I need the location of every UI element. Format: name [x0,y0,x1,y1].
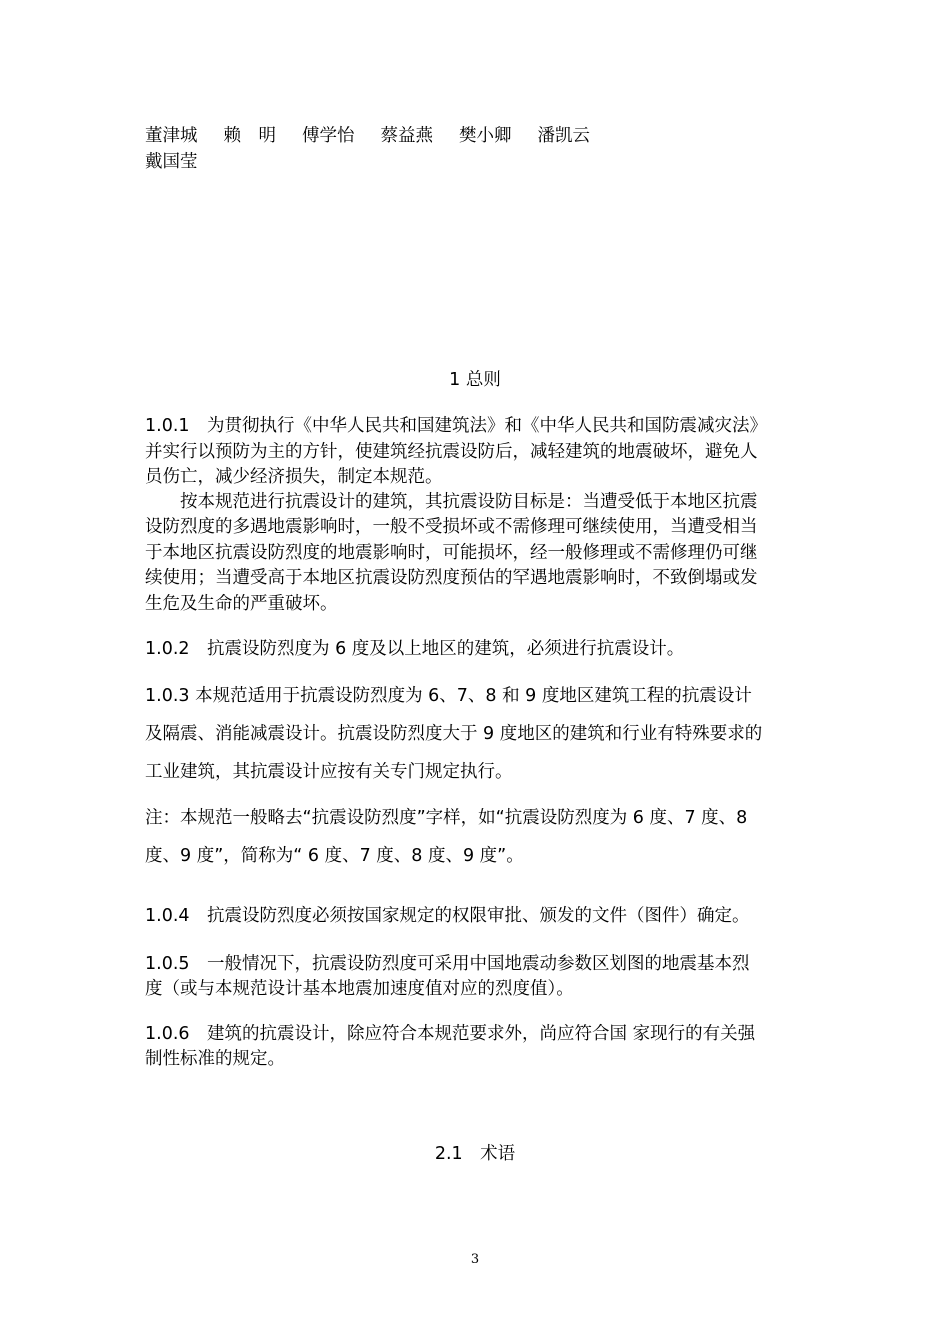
clause-1-0-6-line: 制性标准的规定。 [145,1049,285,1069]
page-number: 3 [470,1252,480,1267]
author-name: 赖 明 [223,126,276,146]
clause-1-0-1-line: 生危及生命的严重破坏。 [145,594,338,614]
section-heading: 2.1 术语 [434,1144,516,1164]
clause-1-0-3-line: 及隔震、消能减震设计。抗震设防烈度大于 9 度地区的建筑和行业有特殊要求的 [145,724,763,744]
clause-1-0-5-line: 度（或与本规范设计基本地震加速度值对应的烈度值）。 [145,979,574,999]
clause-1-0-6-line: 1.0.6 建筑的抗震设计，除应符合本规范要求外，尚应符合国 家现行的有关强 [145,1024,756,1044]
author-name: 樊小卿 [459,126,512,146]
clause-1-0-3-line: 1.0.3 本规范适用于抗震设防烈度为 6、7、8 和 9 度地区建筑工程的抗震设计 [145,686,752,706]
clause-1-0-1-line: 员伤亡，减少经济损失，制定本规范。 [145,467,443,487]
clause-1-0-5-line: 1.0.5 一般情况下，抗震设防烈度可采用中国地震动参数区划图的地震基本烈 [145,954,750,974]
clause-1-0-3-line: 工业建筑，其抗震设计应按有关专门规定执行。 [145,762,513,782]
clause-1-0-4-line: 1.0.4 抗震设防烈度必须按国家规定的权限审批、颁发的文件（图件）确定。 [145,906,750,926]
author-name: 蔡益燕 [380,126,433,146]
clause-1-0-1-line: 1.0.1 为贯彻执行《中华人民共和国建筑法》和《中华人民共和国防震减灾法》 [145,416,768,436]
clause-1-0-2-line: 1.0.2 抗震设防烈度为 6 度及以上地区的建筑，必须进行抗震设计。 [145,639,685,659]
clause-1-0-1-line: 于本地区抗震设防烈度的地震影响时，可能损坏，经一般修理或不需修理仍可继 [145,543,758,563]
clause-1-0-1-line: 设防烈度的多遇地震影响时，一般不受损坏或不需修理可继续使用，当遭受相当 [145,517,758,537]
author-name: 潘凯云 [537,126,590,146]
author-name: 董津城 [145,126,198,146]
author-name: 戴国莹 [145,152,198,172]
clause-1-0-1-line: 按本规范进行抗震设计的建筑，其抗震设防目标是：当遭受低于本地区抗震 [145,492,758,512]
author-name: 傅学怡 [302,126,355,146]
note-line: 注：本规范一般略去“抗震设防烈度”字样，如“抗震设防烈度为 6 度、7 度、8 [145,808,748,828]
note-line: 度、9 度”，简称为“ 6 度、7 度、8 度、9 度”。 [145,846,524,866]
clause-1-0-1-line: 续使用；当遭受高于本地区抗震设防烈度预估的罕遇地震影响时，不致倒塌或发 [145,568,758,588]
chapter-heading: 1 总则 [449,370,501,390]
clause-1-0-1-line: 并实行以预防为主的方针，使建筑经抗震设防后，减轻建筑的地震破坏，避免人 [145,442,758,462]
author-list [145,124,616,148]
